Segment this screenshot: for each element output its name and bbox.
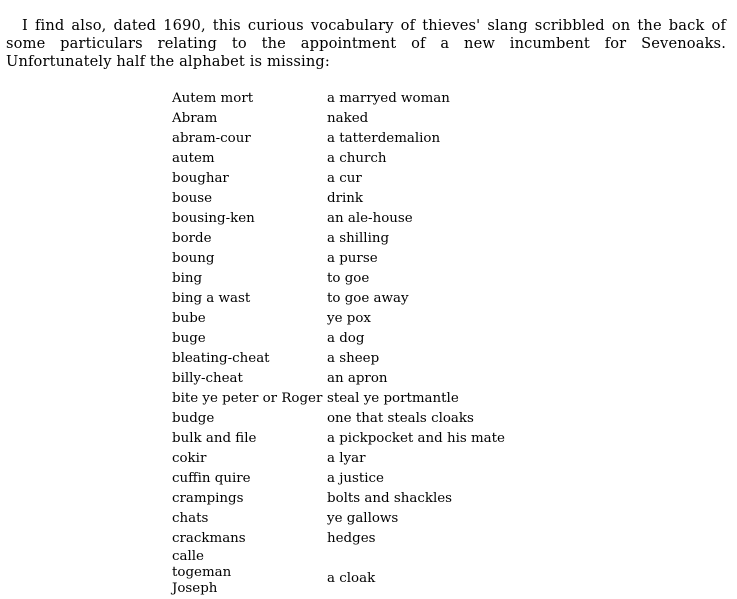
vocab-term: bing — [172, 271, 203, 286]
vocab-meaning: a tatterdemalion — [327, 131, 441, 146]
vocab-term: chats — [172, 511, 209, 526]
vocab-term: budge — [172, 411, 215, 426]
vocab-row — [169, 286, 505, 306]
vocabulary-body — [169, 86, 505, 546]
vocab-term: autem — [172, 151, 215, 166]
vocab-meaning: hedges — [327, 531, 376, 546]
vocab-row — [169, 386, 505, 406]
vocab-term-line: togeman — [172, 565, 232, 580]
vocab-meaning: a marryed woman — [327, 91, 450, 106]
vocab-row — [169, 206, 505, 226]
vocab-meaning: a pickpocket and his mate — [327, 431, 505, 446]
vocab-term: Abram — [172, 111, 218, 126]
vocab-term: boung — [172, 251, 215, 266]
vocab-meaning: a dog — [327, 331, 365, 346]
vocab-meaning: an ale-house — [327, 211, 413, 226]
vocab-term: borde — [172, 231, 212, 246]
vocab-row — [169, 486, 505, 506]
vocab-row — [169, 246, 505, 266]
vocab-meaning: a church — [327, 151, 387, 166]
vocab-term: abram-cour — [172, 131, 251, 146]
vocab-row — [169, 106, 505, 126]
vocab-term: bleating-cheat — [172, 351, 270, 366]
vocab-row — [169, 126, 505, 146]
vocab-meaning: a shilling — [327, 231, 390, 246]
vocab-meaning: a justice — [327, 471, 384, 486]
vocab-term: crampings — [172, 491, 244, 506]
vocab-term: bulk and file — [172, 431, 257, 446]
vocab-row — [169, 166, 505, 186]
vocabulary-table — [169, 86, 505, 597]
vocab-term-line: calle — [172, 549, 204, 564]
vocab-row — [169, 426, 505, 446]
vocab-term: boughar — [172, 171, 229, 186]
vocab-term: bite ye peter or Roger — [172, 391, 323, 406]
vocab-meaning: bolts and shackles — [327, 491, 453, 506]
vocab-meaning: ye gallows — [327, 511, 399, 526]
vocab-term-line: Joseph — [172, 581, 218, 596]
vocab-term: bube — [172, 311, 206, 326]
vocab-row — [169, 326, 505, 346]
vocab-meaning: an apron — [327, 371, 388, 386]
vocab-term: billy-cheat — [172, 371, 243, 386]
vocab-term: cuffin quire — [172, 471, 251, 486]
vocab-row — [169, 306, 505, 326]
vocab-row — [169, 266, 505, 286]
vocab-term: bouse — [172, 191, 213, 206]
vocab-term: buge — [172, 331, 206, 346]
vocab-row — [169, 346, 505, 366]
vocab-meaning: a sheep — [327, 351, 380, 366]
vocab-row — [169, 146, 505, 166]
vocab-row — [169, 406, 505, 426]
vocab-meaning: one that steals cloaks — [327, 411, 474, 426]
vocab-term: bousing-ken — [172, 211, 255, 226]
vocab-meaning: a cur — [327, 171, 362, 186]
vocab-term — [169, 546, 324, 597]
vocab-meaning: steal ye portmantle — [327, 391, 459, 406]
vocab-meaning: a cloak — [327, 571, 376, 586]
vocab-meaning: a purse — [327, 251, 378, 266]
vocab-term: bing a wast — [172, 291, 251, 306]
vocab-meaning: to goe — [327, 271, 370, 286]
vocab-row — [169, 86, 505, 106]
vocab-row — [169, 226, 505, 246]
vocab-meaning: ye pox — [327, 311, 371, 326]
vocab-meaning: to goe away — [327, 291, 409, 306]
vocab-meaning: a lyar — [327, 451, 366, 466]
vocab-term: cokir — [172, 451, 207, 466]
vocab-row — [169, 366, 505, 386]
vocab-meaning: drink — [327, 191, 363, 206]
vocab-term: crackmans — [172, 531, 246, 546]
vocab-row — [169, 466, 505, 486]
vocab-row — [169, 526, 505, 546]
vocab-row — [169, 186, 505, 206]
vocab-row — [169, 446, 505, 466]
vocab-row-last — [169, 546, 505, 597]
intro-paragraph: I find also, dated 1690, this curious vocabulary of thieves' slang scribbled on the back of some particulars relating to the appointment of a new incumbent for Sevenoaks. Unfortunately half the alphabet is missing: — [6, 16, 726, 70]
vocab-term: Autem mort — [172, 91, 254, 106]
vocab-meaning: naked — [327, 111, 369, 126]
vocab-row — [169, 506, 505, 526]
